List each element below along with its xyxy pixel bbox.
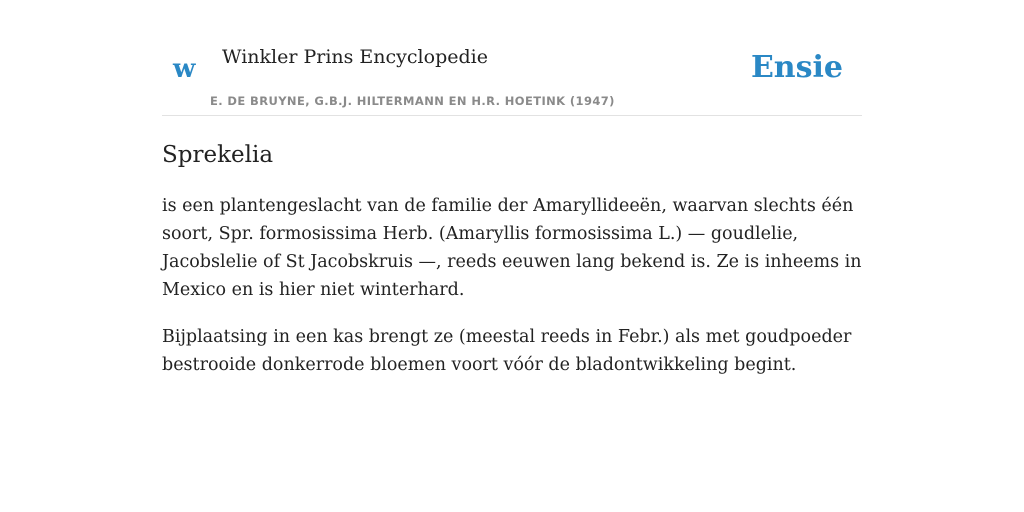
article-paragraph: is een plantengeslacht van de familie der Amaryllideeën, waarvan slechts één soort, Spr. formosissima Herb. (Amaryllis formosissima L.) — goudlelie, Jacobslelie of St Jacobskruis —, reeds eeuwen lang bekend is. Ze is inheems in Mexico en is hier niet winterhard. [162, 196, 862, 300]
article-paragraph: Bijplaatsing in een kas brengt ze (meestal reeds in Febr.) als met goudpoeder bestrooide donkerrode bloemen voort vóór de bladontwikkeling begint. [162, 327, 852, 375]
publication-logo[interactable]: w [173, 54, 196, 84]
publication-title[interactable]: Winkler Prins Encyclopedie [222, 46, 488, 68]
page [162, 0, 862, 379]
page-header [162, 44, 862, 116]
publication-authors: E. DE BRUYNE, G.B.J. HILTERMANN EN H.R. HOETINK (1947) [210, 94, 615, 108]
brand-logo[interactable]: Ensie [750, 50, 843, 85]
article-title: Sprekelia [162, 142, 274, 168]
